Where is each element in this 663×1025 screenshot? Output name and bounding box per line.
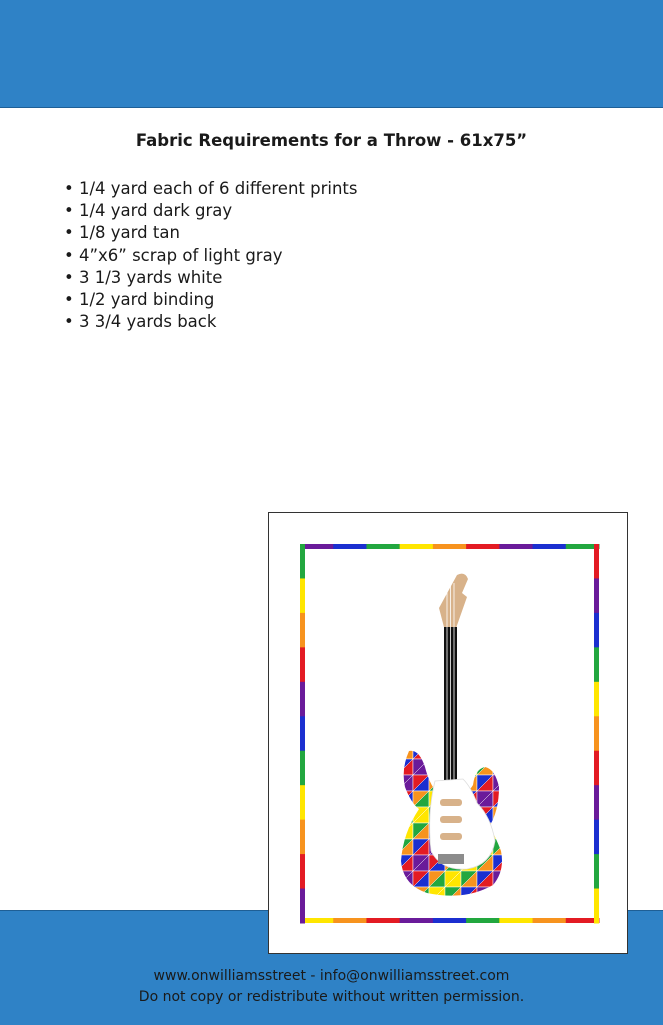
border-segment <box>499 918 533 923</box>
body-patch <box>493 903 509 919</box>
footer-contact: www.onwilliamsstreet - info@onwilliamsstreet.com <box>153 968 510 984</box>
body-patch <box>477 903 493 919</box>
body-patch <box>397 887 413 903</box>
body-patch <box>461 759 477 775</box>
border-segment <box>594 751 599 786</box>
body-patch <box>413 903 429 919</box>
border-segment <box>300 544 334 549</box>
border-segment <box>300 889 305 924</box>
guitar-headstock <box>439 574 468 631</box>
border-segment <box>300 854 305 889</box>
body-patch <box>493 743 509 759</box>
body-patch <box>493 743 509 759</box>
body-patch <box>445 903 461 919</box>
body-patch <box>397 807 413 823</box>
border-segment <box>300 785 305 820</box>
page-title: Fabric Requirements for a Throw - 61x75” <box>135 131 528 150</box>
body-patch <box>461 903 477 919</box>
border-segment <box>594 682 599 717</box>
border-segment <box>300 544 305 579</box>
border-segment <box>300 918 334 923</box>
pickup <box>440 816 462 823</box>
border-segment <box>533 544 567 549</box>
body-patch <box>397 823 413 839</box>
body-patch <box>429 743 445 759</box>
border-segment <box>594 647 599 682</box>
border-segment <box>594 889 599 924</box>
border-segment <box>300 820 305 855</box>
border-segment <box>400 918 434 923</box>
body-patch <box>397 887 413 903</box>
list-item: • 1/4 yard each of 6 different prints <box>64 178 358 200</box>
border-segment <box>466 544 500 549</box>
pickup <box>440 833 462 840</box>
list-item: • 3 1/3 yards white <box>64 267 358 289</box>
border-segment <box>366 918 400 923</box>
body-patch <box>429 903 445 919</box>
body-patch <box>493 807 509 823</box>
border-segment <box>594 613 599 648</box>
body-patch <box>477 887 493 903</box>
list-item: • 1/2 yard binding <box>64 289 358 311</box>
body-patch <box>461 743 477 759</box>
list-item: • 4”x6” scrap of light gray <box>64 245 358 267</box>
body-patch <box>493 759 509 775</box>
body-patch <box>461 759 477 775</box>
border-segment <box>400 544 434 549</box>
body-patch <box>477 743 493 759</box>
border-segment <box>433 918 467 923</box>
body-patch <box>429 903 445 919</box>
body-patch <box>397 759 413 775</box>
body-patch <box>397 743 413 759</box>
border-segment <box>366 544 400 549</box>
border-segment <box>594 544 599 579</box>
guitar-quilt-illustration <box>269 513 627 953</box>
body-patch <box>461 903 477 919</box>
border-segment <box>433 544 467 549</box>
body-patch <box>461 743 477 759</box>
body-patch <box>429 759 445 775</box>
footer-copyright: Do not copy or redistribute without written permission. <box>138 989 525 1005</box>
body-patch <box>493 823 509 839</box>
body-patch <box>413 743 429 759</box>
bridge <box>438 854 464 864</box>
pickup <box>440 799 462 806</box>
border-segment <box>300 647 305 682</box>
border-segment <box>300 613 305 648</box>
body-patch <box>477 759 493 775</box>
body-patch <box>493 903 509 919</box>
body-patch <box>493 887 509 903</box>
header-band <box>0 0 663 108</box>
body-patch <box>493 871 509 887</box>
border-segment <box>300 578 305 613</box>
border-segment <box>594 854 599 889</box>
body-patch <box>429 743 445 759</box>
border-segment <box>594 820 599 855</box>
body-patch <box>477 903 493 919</box>
border-segment <box>499 544 533 549</box>
body-patch <box>397 791 413 807</box>
body-patch <box>493 887 509 903</box>
border-segment <box>333 918 367 923</box>
border-segment <box>466 918 500 923</box>
body-patch <box>445 903 461 919</box>
body-patch <box>477 743 493 759</box>
footer-text <box>0 966 663 1008</box>
border-segment <box>594 785 599 820</box>
body-patch <box>413 903 429 919</box>
border-segment <box>300 716 305 751</box>
list-item: • 1/8 yard tan <box>64 222 358 244</box>
border-segment <box>333 544 367 549</box>
border-segment <box>594 716 599 751</box>
requirements-list <box>64 178 358 333</box>
body-patch <box>397 903 413 919</box>
border-segment <box>300 751 305 786</box>
body-patch <box>493 823 509 839</box>
list-item: • 1/4 yard dark gray <box>64 200 358 222</box>
border-segment <box>594 578 599 613</box>
body-patch <box>397 903 413 919</box>
body-patch <box>429 759 445 775</box>
list-item: • 3 3/4 yards back <box>64 311 358 333</box>
body-patch <box>397 807 413 823</box>
border-segment <box>533 918 567 923</box>
border-segment <box>300 682 305 717</box>
quilt-preview-card <box>268 512 628 954</box>
body-patch <box>493 759 509 775</box>
